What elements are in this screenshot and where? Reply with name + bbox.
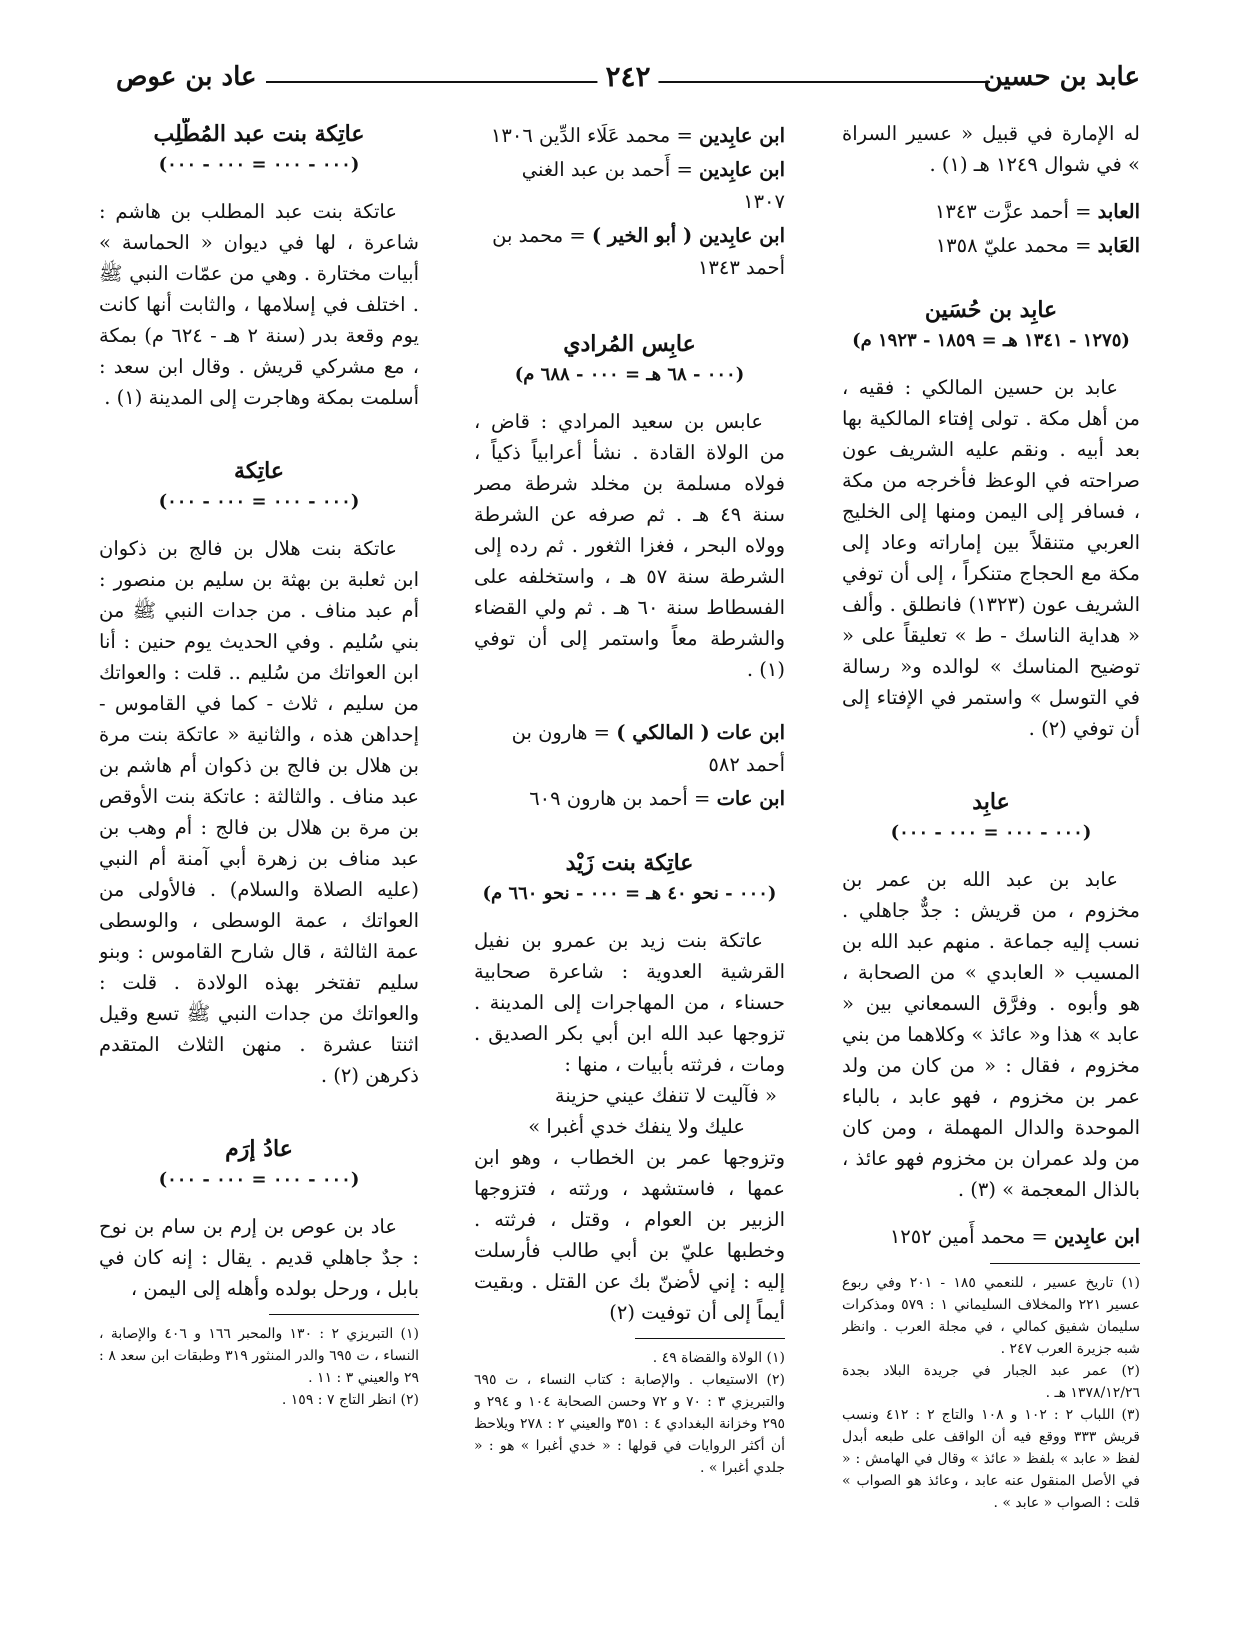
poem-verse: عليك ولا ينفك خدي أغبرا » (528, 1115, 745, 1138)
header-running-title-left: عاد بن عوص (116, 62, 257, 92)
entry-body: عابد بن عبد الله بن عمر بن مخزوم ، من قريش : جدٌّ جاهلي . نسب إليه جماعة . منهم عبد الله بن المسيب « العابدي » من الصحابة ، هو وأبوه . وفرَّق السمعاني بين « عابد » هذا و« عائذ » وكلاهما من بني مخزوم ، فقال : « من كان من ولد عمر بن مخزوم ، فهو عابد ، بالباء الموحدة والدال المهملة ، ومن كان من ولد عمران بن مخزوم فهو عائذ ، بالذال المعجمة » (٣) . (842, 868, 1140, 1201)
cross-reference (474, 120, 785, 152)
ref-key: ابن عابِدين ( أبو الخير ) (591, 224, 785, 247)
entry-body: عاتكة بنت هلال بن فالج بن ذكوان ابن ثعلبة بن بهثة بن سليم بن منصور : أم عبد مناف . من جدات النبي ﷺ من بني سُليم . وفي الحديث يوم حنين : أنا ابن العواتك من سُليم .. قلت : والعواتك من سليم ، ثلاث - كما في القاموس - إحداهن هذه ، والثانية « عاتكة بنت مرة بن هلال بن فالج بن ذكوان أم هاشم بن عبد مناف . والثالثة : عاتكة بنت الأوقص بن مرة بن هلال بن فالج : أم وهب بن عبد مناف بن زهرة أبي آمنة أم النبي (عليه الصلاة والسلام) . فالأولى من العواتك ، عمة الوسطى ، والوسطى عمة الثالثة ، قال شارح القاموس : وبنو سليم تفتخر بهذه الولادة . قلت : والعواتك من جدات النبي ﷺ تسع وقيل اثنتا عشرة . منهن الثلاث المتقدم ذكرهن (٢) . (99, 537, 419, 1087)
cross-reference (474, 220, 785, 284)
footnote: (٢) الاستيعاب . والإصابة : كتاب النساء ، ت ٦٩٥ والتبريزي ٣ : ٧٠ و ٧٢ وحسن الصحابة ١٠٤ و ٢٩٤ و ٢٩٥ وخزانة البغدادي ٤ : ٣٥١ والعيني ٢ : ٢٧٨ ويلاحظ أن أكثر الروايات في قولها : « خدي أغبرا » هو : « جلدي أغبرا » . (474, 1372, 785, 1476)
ref-value: = محمد عليّ ١٣٥٨ (935, 234, 1098, 257)
ref-value: = أحمد عزَّت ١٣٤٣ (934, 200, 1098, 223)
entry-dates: (٠٠٠ - ٠٠٠ = ٠٠٠ - ٠٠٠) (158, 1169, 360, 1190)
entry-body: عاتكة بنت زيد بن عمرو بن نفيل القرشية العدوية : شاعرة صحابية حسناء ، من المهاجرات إلى المدينة . تزوجها عبد الله ابن أبي بكر الصديق . ومات ، فرثته بأبيات ، منها : (474, 929, 785, 1076)
ref-value: = أحمد بن هارون ٦٠٩ (529, 787, 717, 810)
cross-reference (474, 783, 785, 815)
footnote: (٢) عمر عبد الجبار في جريدة البلاد بجدة ١٣٧٨/١٢/٢٦ هـ . (842, 1363, 1140, 1401)
entry-dates: (١٢٧٥ - ١٣٤١ هـ = ١٨٥٩ - ١٩٢٣ م) (852, 330, 1130, 351)
cross-reference (474, 717, 785, 781)
entry-dates: (٠٠٠ - ٠٠٠ = ٠٠٠ - ٠٠٠) (158, 491, 360, 512)
footnote: (١) التبريزي ٢ : ١٣٠ والمحبر ١٦٦ و ٤٠٦ والإصابة ، النساء ، ت ٦٩٥ والدر المنثور ٣١٩ وطبقات ابن سعد ٨ : ٢٩ والعيني ٣ : ١١ . (99, 1326, 419, 1386)
entry-dates: (٠٠٠ - ٦٨ هـ = ٠٠٠ - ٦٨٨ م) (514, 364, 745, 385)
entry-body: وتزوجها عمر بن الخطاب ، وهو ابن عمها ، فاستشهد ، ورثته ، فتزوجها الزبير بن العوام ، وقتل ، فرثته . وخطبها عليّ بن أبي طالب فأرسلت إليه : إني لأضنّ بك عن القتل . وبقيت أيماً إلى أن توفيت (٢) (474, 1146, 785, 1324)
entry-title: عاتِكة (234, 458, 284, 484)
page-number: ٢٤٢ (597, 60, 658, 93)
footnote: (٢) انظر التاج ٧ : ١٥٩ . (281, 1392, 419, 1408)
ref-key: العابد (1097, 200, 1140, 223)
entry-dates: (٠٠٠ - نحو ٤٠ هـ = ٠٠٠ - نحو ٦٦٠ م) (482, 883, 777, 904)
ref-key: ابن عابِدين (1054, 1225, 1140, 1248)
column-middle (474, 118, 785, 1479)
poem-verse: « فآليت لا تنفك عيني حزينة (554, 1084, 777, 1107)
footnote-rule (990, 1263, 1140, 1264)
footnote: (١) الولاة والقضاة ٤٩ . (652, 1350, 785, 1366)
cross-reference (842, 1221, 1140, 1253)
entry-title: عابِس المُرادي (563, 331, 696, 357)
entry-body: عابس بن سعيد المرادي : قاض ، من الولاة القادة . نشأ أعرابياً ذكياً ، فولاه مسلمة بن مخلد شرطة مصر سنة ٤٩ هـ . ثم صرفه عن الشرطة وولاه البحر ، فغزا الثغور . ثم رده إلى الشرطة سنة ٥٧ هـ ، واستخلفه على الفسطاط سنة ٦٠ هـ . ثم ولي القضاء والشرطة معاً واستمر إلى أن توفي (١) . (474, 410, 785, 681)
ref-key: ابن عابِدين (699, 124, 785, 147)
page-header (116, 60, 1140, 102)
ref-value: = محمد بن أحمد ١٣٤٣ (492, 224, 785, 279)
cross-reference (842, 230, 1140, 262)
ref-key: ابن عات ( المالكي ) (616, 721, 785, 744)
column-left (99, 118, 419, 1411)
ref-value: = محمد عَلَاء الدِّين ١٣٠٦ (490, 124, 699, 147)
entry-title: عابِد بن حُسَين (924, 297, 1058, 323)
footnote-rule (269, 1314, 419, 1315)
ref-value: = هارون بن أحمد ٥٨٢ (511, 721, 785, 776)
entry-title: عاتِكة بنت عبد المُطَّلِب (153, 121, 365, 147)
entry-title: عابِد (972, 789, 1010, 815)
entry-body: عابد بن حسين المالكي : فقيه ، من أهل مكة . تولى إفتاء المالكية بها بعد أبيه . ونقم عليه الشريف عون صراحته في الوعظ فأخرجه من مكة ، فسافر إلى اليمن ومنها إلى الخليج العربي متنقلاً بين إماراته وعاد إلى مكة مع الحجاج متنكراً ، إلى أن توفي الشريف عون (١٣٢٣) فانطلق . وألف « هداية الناسك - ط » تعليقاً على « توضيح المناسك » لوالده و« رسالة في التوسل » واستمر في الإفتاء إلى أن توفي (٢) . (842, 376, 1140, 740)
ref-key: العَابد (1097, 234, 1140, 257)
ref-key: ابن عابِدين (699, 158, 785, 181)
entry-body: عاتكة بنت عبد المطلب بن هاشم : شاعرة ، لها في ديوان « الحماسة » أبيات مختارة . وهي من عمّات النبي ﷺ . اختلف في إسلامها ، والثابت أنها كانت يوم وقعة بدر (سنة ٢ هـ - ٦٢٤ م) بمكة ، مع مشركي قريش . وقال ابن سعد : أسلمت بمكة وهاجرت إلى المدينة (١) . (99, 200, 419, 409)
ref-key: ابن عات (716, 787, 785, 810)
cross-reference (842, 196, 1140, 228)
entry-title: عادُ إرَم (225, 1136, 293, 1162)
footnote-rule (635, 1338, 785, 1339)
entry-title: عاتِكة بنت زَيْد (565, 850, 694, 876)
cross-reference (474, 154, 785, 218)
ref-value: = محمد أَمين ١٢٥٢ (889, 1225, 1054, 1248)
ref-value: = أَحمد بن عبد الغني ١٣٠٧ (521, 158, 785, 213)
column-right (842, 118, 1140, 1514)
entry-body: عاد بن عوص بن إرم بن سام بن نوح : جدٌ جاهلي قديم . يقال : إنه كان في بابل ، ورحل بولده وأهله إلى اليمن ، (99, 1215, 419, 1300)
entry-continuation: له الإمارة في قبيل « عسير السراة » في شوال ١٢٤٩ هـ (١) . (842, 122, 1140, 176)
footnote: (١) تاريخ عسير ، للنعمي ١٨٥ - ٢٠١ وفي ربوع عسير ٢٢١ والمخلاف السليماني ١ : ٥٧٩ ومذكرات سليمان شفيق كمالي ، في مجلة العرب . وانظر شبه جزيرة العرب ٢٤٧ . (842, 1275, 1140, 1357)
entry-dates: (٠٠٠ - ٠٠٠ = ٠٠٠ - ٠٠٠) (890, 822, 1092, 843)
header-running-title-right: عابد بن حسين (983, 62, 1140, 92)
entry-dates: (٠٠٠ - ٠٠٠ = ٠٠٠ - ٠٠٠) (158, 154, 360, 175)
footnote: (٣) اللباب ٢ : ١٠٢ و ١٠٨ والتاج ٢ : ٤١٢ ونسب قريش ٣٣٣ ووقع فيه أن الواقف على طبعه أبدل لفظ « عابد » بلفظ « عائذ » وقال في الهامش : « في الأصل المنقول عنه عابد ، وعائذ هو الصواب » قلت : الصواب « عابد » . (842, 1407, 1140, 1511)
